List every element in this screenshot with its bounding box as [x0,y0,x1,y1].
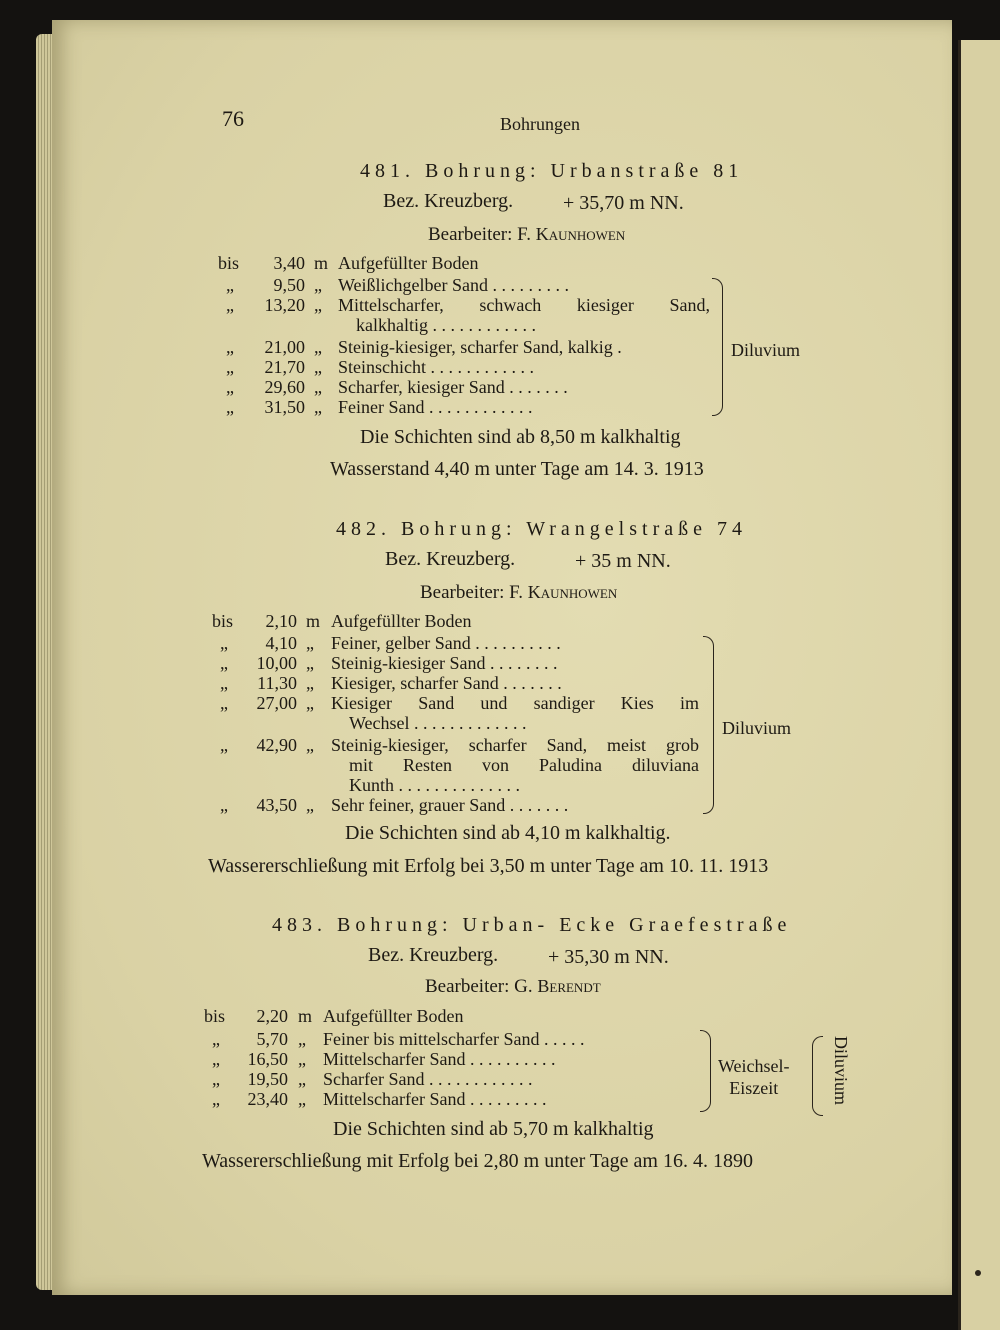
section-483-note-1: Die Schichten sind ab 5,70 m kalkhaltig [333,1118,654,1140]
page-number: 76 [222,106,244,131]
layer-row [0,632,1000,654]
layer-prefix: bis [212,611,234,631]
layer-prefix: „ [226,357,234,377]
section-481-note-1: Die Schichten sind ab 8,50 m kalkhaltig [360,426,681,448]
layer-depth: 2,10 [265,611,297,631]
layer-prefix: „ [212,1049,220,1069]
layer-prefix: „ [226,337,234,357]
layer-row [0,794,1000,816]
section-483-note-2: Wassererschließung mit Erfolg bei 2,80 m unter Tage am 16. 4. 1890 [202,1150,753,1172]
section-481-elevation: + 35,70 m NN. [563,192,684,214]
layer-row [0,652,1000,674]
section-482-bearbeiter: Bearbeiter: F. Kaunhowen [420,582,618,603]
layer-unit: „ [314,377,322,397]
section-482-title: 482. Bohrung: Wrangelstraße 74 [336,518,747,540]
layer-depth: 21,70 [264,357,305,377]
layer-prefix: „ [220,673,228,693]
layer-depth: 21,00 [264,337,305,357]
layer-unit: „ [298,1089,306,1109]
layer-description: Kiesiger, scharfer Sand . . . . . . . [331,673,562,693]
layer-row [0,314,1000,336]
layer-prefix: „ [212,1089,220,1109]
layer-description: Kunth . . . . . . . . . . . . . . [349,775,520,795]
layer-description: Steinschicht . . . . . . . . . . . . [338,357,534,377]
layer-unit: „ [298,1069,306,1089]
section-483-district: Bez. Kreuzberg. [368,944,499,966]
layer-unit: „ [306,735,314,755]
layer-depth: 16,50 [247,1049,288,1069]
layer-depth: 11,30 [257,673,297,693]
layer-unit: „ [306,673,314,693]
layer-depth: 19,50 [247,1069,288,1089]
layer-unit: „ [314,275,322,295]
section-481-title: 481. Bohrung: Urbanstraße 81 [360,160,744,182]
section-481-group: Diluvium [731,340,801,360]
section-481-note-2: Wasserstand 4,40 m unter Tage am 14. 3. 1913 [330,458,704,480]
layer-description: mit Resten von Paludina diluviana [349,755,699,775]
layer-description: Aufgefüllter Boden [338,253,479,273]
layer-row [0,396,1000,418]
section-483-inner-brace [700,1030,711,1112]
running-title: Bohrungen [500,114,580,134]
layer-unit: „ [298,1049,306,1069]
layer-prefix: „ [220,653,228,673]
section-483-title: 483. Bohrung: Urban- Ecke Graefestraße [272,914,792,936]
layer-unit: m [314,253,329,273]
layer-prefix: „ [220,795,228,815]
layer-unit: m [306,611,321,631]
section-482-brace [703,636,714,814]
layer-unit: m [298,1006,313,1026]
layer-prefix: „ [220,693,228,713]
layer-description: Aufgefüllter Boden [331,611,472,631]
layer-unit: „ [314,357,322,377]
section-482-note-2: Wassererschließung mit Erfolg bei 3,50 m unter Tage am 10. 11. 1913 [208,855,769,877]
layer-row [0,672,1000,694]
layer-prefix: bis [204,1006,226,1026]
layer-description: kalkhaltig . . . . . . . . . . . . [356,315,536,335]
layer-unit: „ [298,1029,306,1049]
section-483-inner-group: Weichsel- Eiszeit [718,1056,790,1098]
layer-description: Mittelscharfer, schwach kiesiger Sand, [338,295,710,315]
layer-prefix: „ [226,295,234,315]
layer-description: Steinig-kiesiger, scharfer Sand, kalkig . [338,337,622,357]
layer-row [0,252,1000,274]
layer-unit: „ [314,295,322,315]
layer-row [0,734,1000,756]
section-481-district: Bez. Kreuzberg. [383,190,514,212]
section-483-bearbeiter: Bearbeiter: G. Berendt [425,976,601,997]
layer-depth: 10,00 [256,653,297,673]
layer-depth: 27,00 [256,693,297,713]
layer-depth: 9,50 [273,275,305,295]
layer-depth: 42,90 [256,735,297,755]
layer-depth: 13,20 [264,295,305,315]
layer-description: Mittelscharfer Sand . . . . . . . . . . [323,1049,556,1069]
layer-unit: „ [306,693,314,713]
layer-depth: 3,40 [273,253,305,273]
layer-description: Steinig-kiesiger, scharfer Sand, meist grob [331,735,699,755]
section-483-elevation: + 35,30 m NN. [548,946,669,968]
layer-unit: „ [314,397,322,417]
layer-depth: 5,70 [256,1029,288,1049]
layer-description: Weißlichgelber Sand . . . . . . . . . [338,275,570,295]
layer-depth: 2,20 [256,1006,288,1026]
layer-row [0,294,1000,316]
layer-unit: „ [306,653,314,673]
layer-description: Sehr feiner, grauer Sand . . . . . . . [331,795,569,815]
section-482-elevation: + 35 m NN. [575,550,671,572]
layer-unit: „ [314,337,322,357]
section-482-group: Diluvium [722,718,792,738]
layer-unit: „ [306,633,314,653]
layer-depth: 4,10 [265,633,297,653]
layer-depth: 29,60 [264,377,305,397]
ink-dot [975,1270,981,1276]
layer-description: Aufgefüllter Boden [323,1006,464,1026]
layer-description: Feiner Sand . . . . . . . . . . . . [338,397,533,417]
layer-description: Wechsel . . . . . . . . . . . . . [349,713,527,733]
layer-row [0,754,1000,776]
layer-prefix: „ [226,275,234,295]
layer-row [0,376,1000,398]
layer-description: Steinig-kiesiger Sand . . . . . . . . [331,653,558,673]
layer-prefix: „ [220,735,228,755]
layer-prefix: „ [226,377,234,397]
layer-depth: 23,40 [247,1089,288,1109]
layer-depth: 43,50 [256,795,297,815]
layer-row [0,610,1000,632]
layer-depth: 31,50 [264,397,305,417]
layer-description: Kiesiger Sand und sandiger Kies im [331,693,699,713]
layer-prefix: „ [220,633,228,653]
layer-row [0,1005,1000,1027]
layer-row [0,712,1000,734]
section-482-district: Bez. Kreuzberg. [385,548,516,570]
layer-row [0,774,1000,796]
layer-row [0,274,1000,296]
layer-description: Mittelscharfer Sand . . . . . . . . . [323,1089,547,1109]
layer-unit: „ [306,795,314,815]
layer-description: Feiner, gelber Sand . . . . . . . . . . [331,633,561,653]
layer-prefix: „ [212,1069,220,1089]
section-482-note-1: Die Schichten sind ab 4,10 m kalkhaltig. [345,822,671,844]
section-481-brace [712,278,723,416]
section-483-outer-group: Diluvium [831,1036,851,1106]
layer-row [0,692,1000,714]
layer-description: Scharfer, kiesiger Sand . . . . . . . [338,377,568,397]
layer-row [0,356,1000,378]
layer-prefix: „ [212,1029,220,1049]
layer-description: Feiner bis mittelscharfer Sand . . . . . [323,1029,585,1049]
section-481-bearbeiter: Bearbeiter: F. Kaunhowen [428,224,626,245]
layer-prefix: bis [218,253,240,273]
layer-prefix: „ [226,397,234,417]
layer-description: Scharfer Sand . . . . . . . . . . . . [323,1069,533,1089]
layer-row [0,336,1000,358]
